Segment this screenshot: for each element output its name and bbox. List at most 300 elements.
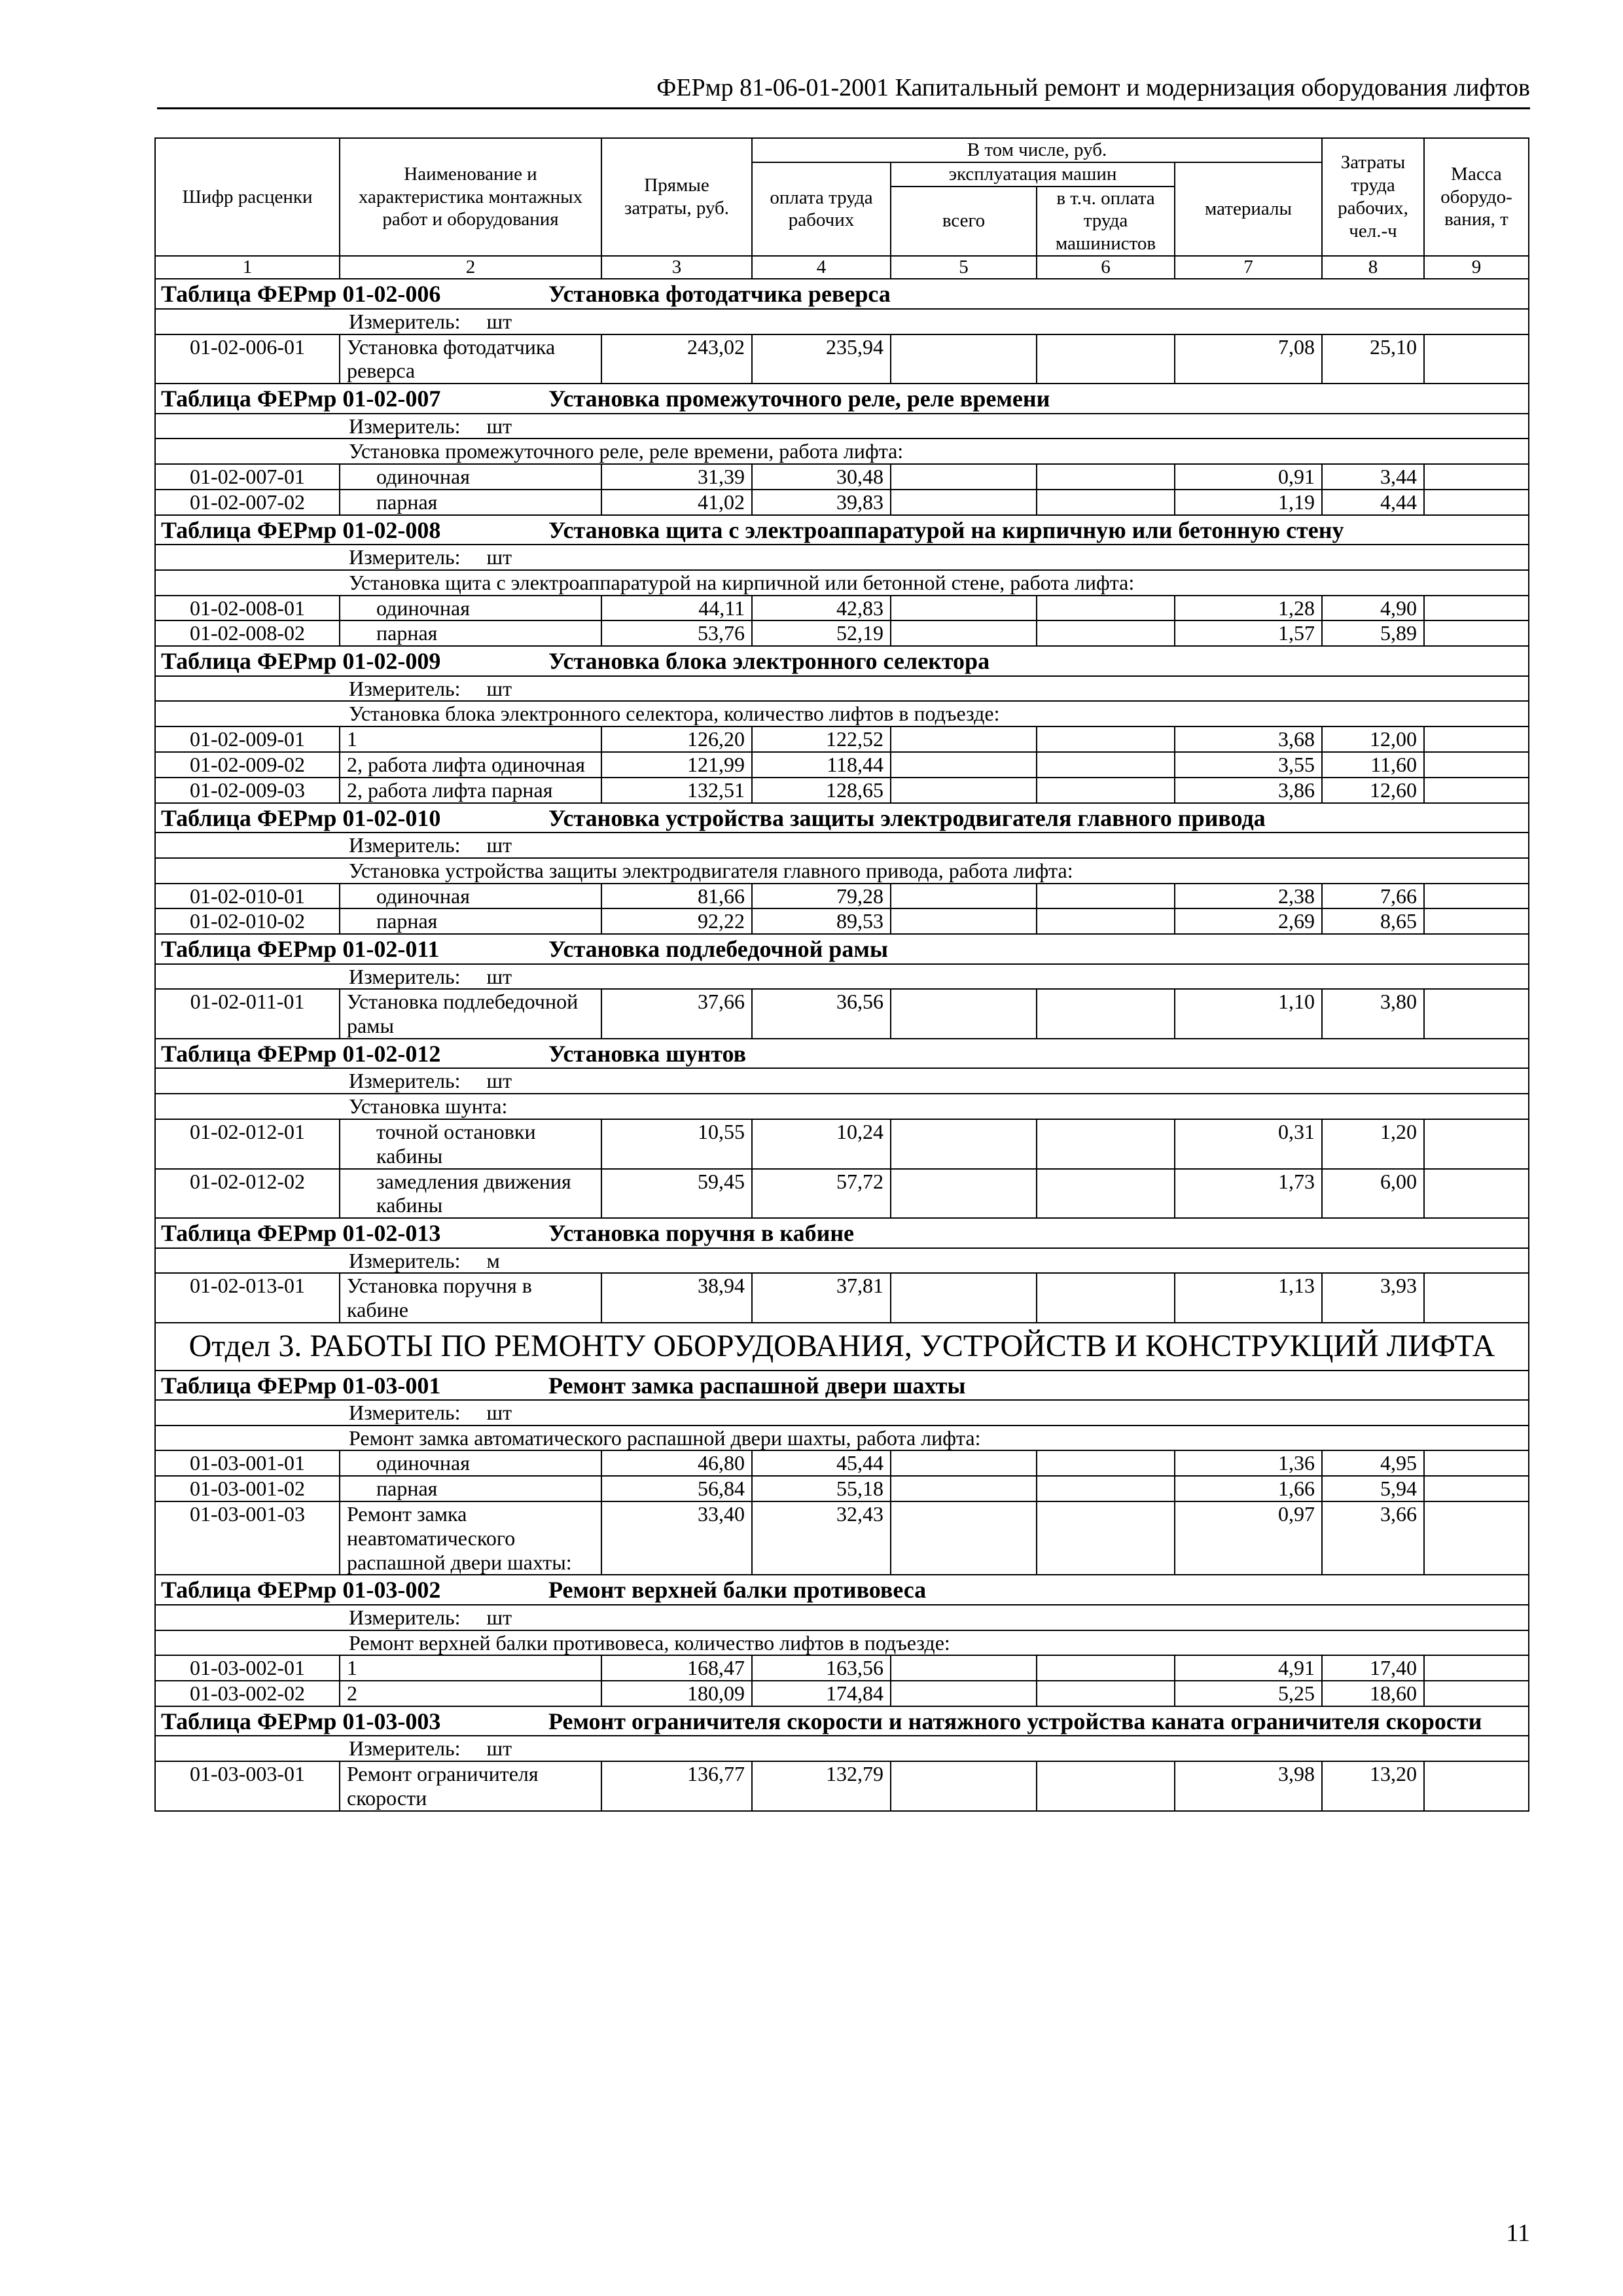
table-heading-row — [155, 1575, 1529, 1604]
unit-label: Измеритель: — [349, 676, 461, 700]
unit-cell — [155, 1605, 1529, 1630]
unit-cell — [155, 676, 1529, 702]
column-number: 7 — [1175, 256, 1322, 279]
machines-total — [891, 989, 1037, 1039]
worker-wages: 122,52 — [752, 726, 891, 752]
machines-total — [891, 334, 1037, 384]
rate-row — [155, 1119, 1529, 1169]
col-header-machines-total: всего — [891, 187, 1037, 256]
unit-row — [155, 1248, 1529, 1274]
rate-row — [155, 620, 1529, 646]
table-code: 01-02-013 — [342, 1220, 441, 1247]
machinist-wages — [1037, 334, 1175, 384]
machines-total — [891, 778, 1037, 803]
rate-row — [155, 464, 1529, 490]
table-title: Ремонт замка распашной двери шахты — [548, 1372, 966, 1399]
unit-value: шт — [486, 676, 512, 700]
worker-wages: 163,56 — [752, 1655, 891, 1681]
unit-label: Измеритель: — [349, 545, 461, 569]
worker-wages: 79,28 — [752, 884, 891, 909]
equipment-mass — [1424, 726, 1529, 752]
labor-hours: 5,89 — [1322, 620, 1424, 646]
rate-row — [155, 884, 1529, 909]
rate-code: 01-02-009-03 — [155, 778, 340, 803]
unit-value: шт — [486, 414, 512, 438]
table-number — [161, 1708, 548, 1735]
rate-name: точной остановки кабины — [340, 1119, 601, 1169]
materials: 1,66 — [1175, 1476, 1322, 1501]
worker-wages: 235,94 — [752, 334, 891, 384]
unit-label: Измеритель: — [349, 309, 461, 333]
table-code: 01-02-007 — [342, 386, 441, 412]
machinist-wages — [1037, 620, 1175, 646]
table-number — [161, 936, 548, 963]
rate-code: 01-03-003-01 — [155, 1761, 340, 1811]
rate-name: 2 — [340, 1681, 601, 1706]
machines-total — [891, 1501, 1037, 1575]
machines-total — [891, 464, 1037, 490]
column-number: 1 — [155, 256, 340, 279]
table-heading — [155, 384, 1529, 413]
rate-row — [155, 1655, 1529, 1681]
worker-wages: 128,65 — [752, 778, 891, 803]
labor-hours: 3,44 — [1322, 464, 1424, 490]
table-number — [161, 386, 548, 412]
equipment-mass — [1424, 1501, 1529, 1575]
worker-wages: 118,44 — [752, 752, 891, 778]
rate-row — [155, 726, 1529, 752]
table-code: 01-03-003 — [342, 1708, 441, 1735]
machinist-wages — [1037, 1501, 1175, 1575]
rate-row — [155, 334, 1529, 384]
rate-code: 01-02-006-01 — [155, 334, 340, 384]
unit-value: шт — [486, 964, 512, 988]
rate-name: Ремонт замка неавтоматического распашной двери шахты: — [340, 1501, 601, 1575]
description-row — [155, 1630, 1529, 1656]
rate-row — [155, 1450, 1529, 1476]
page-number: 11 — [1506, 2219, 1530, 2247]
direct-costs: 59,45 — [601, 1169, 752, 1219]
rate-name: 2, работа лифта парная — [340, 778, 601, 803]
materials: 2,69 — [1175, 908, 1322, 934]
table-code: 01-02-009 — [342, 648, 441, 675]
unit-label: Измеритель: — [349, 414, 461, 438]
unit-value: шт — [486, 1400, 512, 1424]
col-header-labor: Затраты труда рабочих, чел.-ч — [1322, 138, 1424, 256]
equipment-mass — [1424, 1655, 1529, 1681]
unit-label: Измеритель: — [349, 1736, 461, 1761]
description-row — [155, 1426, 1529, 1451]
rate-name: парная — [340, 1476, 601, 1501]
machinist-wages — [1037, 884, 1175, 909]
table-code: 01-03-002 — [342, 1577, 441, 1604]
table-prefix: Таблица ФЕРмр — [161, 1220, 337, 1247]
column-number-row — [155, 256, 1529, 279]
unit-row — [155, 545, 1529, 570]
table-prefix: Таблица ФЕРмр — [161, 1577, 337, 1604]
materials: 0,31 — [1175, 1119, 1322, 1169]
materials: 3,55 — [1175, 752, 1322, 778]
equipment-mass — [1424, 334, 1529, 384]
rate-row — [155, 778, 1529, 803]
equipment-mass — [1424, 752, 1529, 778]
materials: 1,57 — [1175, 620, 1322, 646]
labor-hours: 17,40 — [1322, 1655, 1424, 1681]
labor-hours: 7,66 — [1322, 884, 1424, 909]
machines-total — [891, 490, 1037, 515]
machines-total — [891, 1476, 1037, 1501]
table-prefix: Таблица ФЕРмр — [161, 648, 337, 675]
direct-costs: 121,99 — [601, 752, 752, 778]
description: Установка промежуточного реле, реле времени, работа лифта: — [155, 439, 1529, 464]
unit-value: шт — [486, 1605, 512, 1629]
machinist-wages — [1037, 1119, 1175, 1169]
rate-row — [155, 752, 1529, 778]
materials: 1,36 — [1175, 1450, 1322, 1476]
description: Установка щита с электроаппаратурой на кирпичной или бетонной стене, работа лифта: — [155, 570, 1529, 596]
materials: 1,73 — [1175, 1169, 1322, 1219]
table-number — [161, 648, 548, 675]
direct-costs: 10,55 — [601, 1119, 752, 1169]
unit-label: Измеритель: — [349, 964, 461, 988]
unit-cell — [155, 833, 1529, 858]
rate-row — [155, 1273, 1529, 1323]
table-heading-row — [155, 803, 1529, 833]
direct-costs: 81,66 — [601, 884, 752, 909]
col-header-direct-costs: Прямые затраты, руб. — [601, 138, 752, 256]
rate-code: 01-02-007-01 — [155, 464, 340, 490]
machines-total — [891, 1119, 1037, 1169]
machinist-wages — [1037, 989, 1175, 1039]
table-heading — [155, 1706, 1529, 1736]
table-heading-row — [155, 646, 1529, 675]
table-title: Ремонт верхней балки противовеса — [548, 1577, 927, 1604]
worker-wages: 10,24 — [752, 1119, 891, 1169]
machines-total — [891, 1450, 1037, 1476]
direct-costs: 168,47 — [601, 1655, 752, 1681]
labor-hours: 3,80 — [1322, 989, 1424, 1039]
table-title: Установка подлебедочной рамы — [548, 936, 888, 963]
rate-row — [155, 1681, 1529, 1706]
direct-costs: 243,02 — [601, 334, 752, 384]
table-prefix: Таблица ФЕРмр — [161, 804, 337, 831]
table-number — [161, 281, 548, 308]
rate-code: 01-02-009-02 — [155, 752, 340, 778]
worker-wages: 52,19 — [752, 620, 891, 646]
direct-costs: 132,51 — [601, 778, 752, 803]
labor-hours: 5,94 — [1322, 1476, 1424, 1501]
worker-wages: 39,83 — [752, 490, 891, 515]
unit-row — [155, 676, 1529, 702]
direct-costs: 38,94 — [601, 1273, 752, 1323]
worker-wages: 36,56 — [752, 989, 891, 1039]
materials: 1,13 — [1175, 1273, 1322, 1323]
machines-total — [891, 884, 1037, 909]
direct-costs: 31,39 — [601, 464, 752, 490]
equipment-mass — [1424, 1169, 1529, 1219]
table-prefix: Таблица ФЕРмр — [161, 516, 337, 543]
rate-code: 01-02-013-01 — [155, 1273, 340, 1323]
equipment-mass — [1424, 1273, 1529, 1323]
rate-name: 2, работа лифта одиночная — [340, 752, 601, 778]
unit-value: шт — [486, 1736, 512, 1761]
machines-total — [891, 620, 1037, 646]
machines-total — [891, 1681, 1037, 1706]
equipment-mass — [1424, 1681, 1529, 1706]
equipment-mass — [1424, 778, 1529, 803]
unit-row — [155, 833, 1529, 858]
rate-name: парная — [340, 620, 601, 646]
equipment-mass — [1424, 1450, 1529, 1476]
machinist-wages — [1037, 752, 1175, 778]
rate-code: 01-02-010-01 — [155, 884, 340, 909]
machinist-wages — [1037, 1169, 1175, 1219]
materials: 3,68 — [1175, 726, 1322, 752]
description: Установка устройства защиты электродвигателя главного привода, работа лифта: — [155, 858, 1529, 884]
table-number — [161, 517, 548, 544]
table-prefix: Таблица ФЕРмр — [161, 281, 337, 308]
table-heading — [155, 803, 1529, 833]
machines-total — [891, 596, 1037, 621]
table-prefix: Таблица ФЕРмр — [161, 936, 337, 963]
machinist-wages — [1037, 1655, 1175, 1681]
worker-wages: 55,18 — [752, 1476, 891, 1501]
unit-value: шт — [486, 545, 512, 569]
materials: 4,91 — [1175, 1655, 1322, 1681]
table-prefix: Таблица ФЕРмр — [161, 386, 337, 412]
rate-code: 01-03-001-03 — [155, 1501, 340, 1575]
rate-name: парная — [340, 908, 601, 934]
table-title: Установка щита с электроаппаратурой на кирпичную или бетонную стену — [548, 516, 1344, 543]
rate-name: парная — [340, 490, 601, 515]
machinist-wages — [1037, 908, 1175, 934]
labor-hours: 8,65 — [1322, 908, 1424, 934]
col-header-mass: Масса оборудо-вания, т — [1424, 138, 1529, 256]
rate-name: Установка подлебедочной рамы — [340, 989, 601, 1039]
worker-wages: 89,53 — [752, 908, 891, 934]
unit-value: м — [486, 1248, 500, 1272]
unit-row — [155, 1605, 1529, 1630]
section-heading-row — [155, 1323, 1529, 1371]
table-number — [161, 805, 548, 832]
rate-row — [155, 1501, 1529, 1575]
col-header-name: Наименование и характеристика монтажных работ и оборудования — [340, 138, 601, 256]
column-number: 5 — [891, 256, 1037, 279]
table-heading — [155, 1371, 1529, 1400]
table-heading-row — [155, 515, 1529, 545]
table-code: 01-03-001 — [342, 1372, 441, 1399]
table-number — [161, 1577, 548, 1604]
machinist-wages — [1037, 596, 1175, 621]
unit-cell — [155, 1736, 1529, 1761]
header-divider — [157, 107, 1530, 109]
column-number: 2 — [340, 256, 601, 279]
rate-code: 01-02-012-01 — [155, 1119, 340, 1169]
table-heading — [155, 934, 1529, 963]
materials: 0,97 — [1175, 1501, 1322, 1575]
rate-code: 01-02-008-02 — [155, 620, 340, 646]
machines-total — [891, 1655, 1037, 1681]
rate-row — [155, 1169, 1529, 1219]
labor-hours: 25,10 — [1322, 334, 1424, 384]
machinist-wages — [1037, 1681, 1175, 1706]
table-heading — [155, 1039, 1529, 1068]
table-title: Установка промежуточного реле, реле времени — [548, 386, 1050, 412]
section-heading: Отдел 3. РАБОТЫ ПО РЕМОНТУ ОБОРУДОВАНИЯ, УСТРОЙСТВ И КОНСТРУКЦИЙ ЛИФТА — [155, 1323, 1529, 1371]
table-heading-row — [155, 1039, 1529, 1068]
rate-code: 01-02-011-01 — [155, 989, 340, 1039]
unit-cell — [155, 1248, 1529, 1274]
unit-cell — [155, 964, 1529, 990]
description: Ремонт верхней балки противовеса, количество лифтов в подъезде: — [155, 1630, 1529, 1656]
rate-code: 01-02-012-02 — [155, 1169, 340, 1219]
labor-hours: 3,93 — [1322, 1273, 1424, 1323]
direct-costs: 46,80 — [601, 1450, 752, 1476]
labor-hours: 4,95 — [1322, 1450, 1424, 1476]
unit-label: Измеритель: — [349, 1069, 461, 1093]
table-heading — [155, 1218, 1529, 1247]
machinist-wages — [1037, 1273, 1175, 1323]
unit-value: шт — [486, 833, 512, 857]
labor-hours: 18,60 — [1322, 1681, 1424, 1706]
rate-name: 1 — [340, 726, 601, 752]
labor-hours: 12,00 — [1322, 726, 1424, 752]
rate-row — [155, 989, 1529, 1039]
labor-hours: 1,20 — [1322, 1119, 1424, 1169]
table-heading — [155, 646, 1529, 675]
table-title: Ремонт ограничителя скорости и натяжного устройства каната ограничителя скорости — [548, 1708, 1482, 1735]
rate-name: одиночная — [340, 596, 601, 621]
rate-row — [155, 1761, 1529, 1811]
rate-name: Установка фотодатчика реверса — [340, 334, 601, 384]
unit-label: Измеритель: — [349, 1248, 461, 1272]
table-heading-row — [155, 279, 1529, 308]
worker-wages: 174,84 — [752, 1681, 891, 1706]
table-code: 01-02-012 — [342, 1041, 441, 1067]
direct-costs: 44,11 — [601, 596, 752, 621]
labor-hours: 3,66 — [1322, 1501, 1424, 1575]
rate-name: Установка поручня в кабине — [340, 1273, 601, 1323]
table-code: 01-02-008 — [342, 516, 441, 543]
rate-name: одиночная — [340, 1450, 601, 1476]
table-prefix: Таблица ФЕРмр — [161, 1041, 337, 1067]
table-code: 01-02-010 — [342, 804, 441, 831]
labor-hours: 4,90 — [1322, 596, 1424, 621]
description-row — [155, 858, 1529, 884]
table-title: Установка поручня в кабине — [548, 1220, 855, 1247]
machinist-wages — [1037, 1476, 1175, 1501]
table-title: Установка устройства защиты электродвигателя главного привода — [548, 804, 1266, 831]
unit-row — [155, 1068, 1529, 1094]
direct-costs: 41,02 — [601, 490, 752, 515]
col-header-machines: эксплуатация машин — [891, 162, 1175, 187]
description-row — [155, 439, 1529, 464]
equipment-mass — [1424, 989, 1529, 1039]
equipment-mass — [1424, 464, 1529, 490]
rate-name: замедления движения кабины — [340, 1169, 601, 1219]
unit-cell — [155, 309, 1529, 334]
machinist-wages — [1037, 464, 1175, 490]
table-title: Установка шунтов — [548, 1041, 747, 1067]
column-number: 3 — [601, 256, 752, 279]
rate-code: 01-02-010-02 — [155, 908, 340, 934]
materials: 1,19 — [1175, 490, 1322, 515]
rate-code: 01-03-002-01 — [155, 1655, 340, 1681]
labor-hours: 6,00 — [1322, 1169, 1424, 1219]
column-number: 8 — [1322, 256, 1424, 279]
equipment-mass — [1424, 884, 1529, 909]
materials: 2,38 — [1175, 884, 1322, 909]
col-header-code: Шифр расценки — [155, 138, 340, 256]
worker-wages: 30,48 — [752, 464, 891, 490]
worker-wages: 57,72 — [752, 1169, 891, 1219]
machinist-wages — [1037, 778, 1175, 803]
rate-row — [155, 490, 1529, 515]
description-row — [155, 1094, 1529, 1119]
machines-total — [891, 1273, 1037, 1323]
unit-row — [155, 414, 1529, 439]
unit-value: шт — [486, 1069, 512, 1093]
unit-label: Измеритель: — [349, 1605, 461, 1629]
col-header-materials: материалы — [1175, 162, 1322, 256]
rate-row — [155, 908, 1529, 934]
table-title: Установка блока электронного селектора — [548, 648, 990, 675]
rate-name: Ремонт ограничителя скорости — [340, 1761, 601, 1811]
direct-costs: 37,66 — [601, 989, 752, 1039]
direct-costs: 92,22 — [601, 908, 752, 934]
machinist-wages — [1037, 490, 1175, 515]
labor-hours: 13,20 — [1322, 1761, 1424, 1811]
machinist-wages — [1037, 1761, 1175, 1811]
column-number: 9 — [1424, 256, 1529, 279]
column-number: 4 — [752, 256, 891, 279]
materials: 7,08 — [1175, 334, 1322, 384]
worker-wages: 32,43 — [752, 1501, 891, 1575]
equipment-mass — [1424, 908, 1529, 934]
machines-total — [891, 726, 1037, 752]
rate-name: одиночная — [340, 884, 601, 909]
unit-cell — [155, 1068, 1529, 1094]
equipment-mass — [1424, 1119, 1529, 1169]
materials: 1,28 — [1175, 596, 1322, 621]
table-heading — [155, 515, 1529, 545]
unit-row — [155, 964, 1529, 990]
running-header-title: ФЕРмр 81-06-01-2001 Капитальный ремонт и модернизация оборудования лифтов — [656, 74, 1530, 101]
worker-wages: 45,44 — [752, 1450, 891, 1476]
direct-costs: 56,84 — [601, 1476, 752, 1501]
labor-hours: 12,60 — [1322, 778, 1424, 803]
equipment-mass — [1424, 490, 1529, 515]
table-prefix: Таблица ФЕРмр — [161, 1372, 337, 1399]
rate-code: 01-03-002-02 — [155, 1681, 340, 1706]
direct-costs: 33,40 — [601, 1501, 752, 1575]
rate-code: 01-02-008-01 — [155, 596, 340, 621]
table-heading-row — [155, 1218, 1529, 1247]
unit-cell — [155, 545, 1529, 570]
description: Установка шунта: — [155, 1094, 1529, 1119]
table-number — [161, 1041, 548, 1067]
machinist-wages — [1037, 1450, 1175, 1476]
table-prefix: Таблица ФЕРмр — [161, 1708, 337, 1735]
materials: 3,86 — [1175, 778, 1322, 803]
machines-total — [891, 752, 1037, 778]
unit-label: Измеритель: — [349, 1400, 461, 1424]
labor-hours: 4,44 — [1322, 490, 1424, 515]
description-row — [155, 701, 1529, 726]
machines-total — [891, 1169, 1037, 1219]
unit-cell — [155, 1400, 1529, 1426]
rate-row — [155, 596, 1529, 621]
